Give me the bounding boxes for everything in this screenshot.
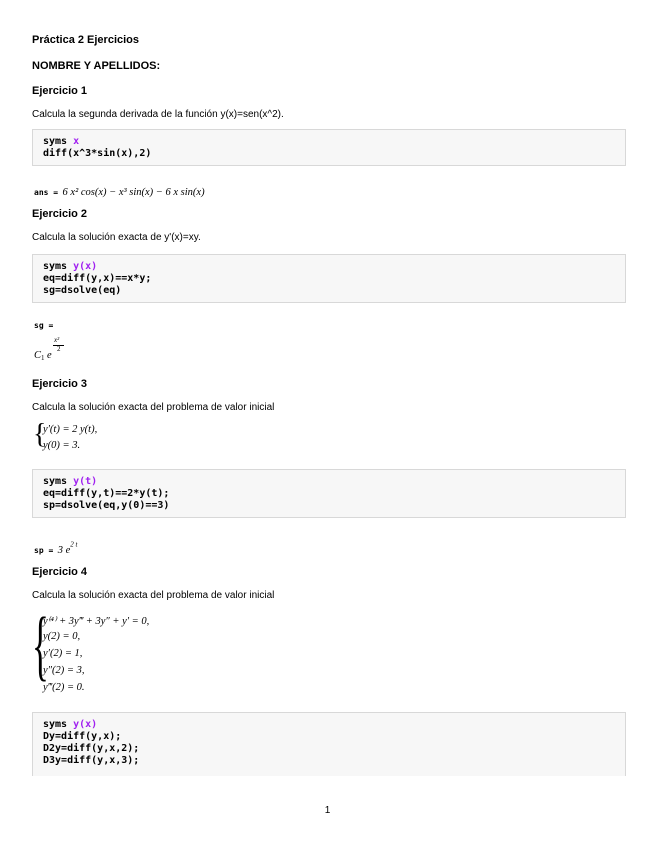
ex1-heading: Ejercicio 1 <box>32 85 88 97</box>
code-keyword: syms <box>43 476 74 487</box>
output-exponent-numerator: x² <box>54 336 60 344</box>
system-brace: { <box>32 601 49 688</box>
ex4-code-block <box>32 712 626 776</box>
code-line: Dy=diff(y,x); <box>43 731 122 742</box>
output-exponent: 2 t <box>70 540 78 549</box>
ex4-eq-2: y(2) = 0, <box>43 631 81 642</box>
ex2-output-expression <box>34 332 94 362</box>
ex3-code-block <box>32 469 626 518</box>
code-symbol: x <box>73 136 80 147</box>
ex4-eq-1: y⁽⁴⁾ + 3y‴ + 3y″ + y′ = 0, <box>43 616 150 627</box>
output-expression: 6 x² cos(x) − x³ sin(x) − 6 x sin(x) <box>62 187 205 198</box>
code-line <box>43 476 615 488</box>
ex1-text: Calcula la segunda derivada de la función y(x)=sen(x^2). <box>32 109 284 120</box>
ex4-eq-4: y″(2) = 3, <box>43 665 85 676</box>
code-keyword: syms <box>43 261 74 272</box>
code-line: diff(x^3*sin(x),2) <box>43 148 152 159</box>
ex2-text: Calcula la solución exacta de y'(x)=xy. <box>32 232 201 243</box>
output-expression: 3 e <box>57 545 71 556</box>
system-brace: { <box>33 419 47 450</box>
output-label: ans = <box>34 188 59 197</box>
name-label: NOMBRE Y APELLIDOS: <box>32 60 161 72</box>
output-subscript: 1 <box>41 354 45 362</box>
code-line <box>43 136 615 148</box>
code-line: sg=dsolve(eq) <box>43 285 122 296</box>
output-base: e <box>47 350 52 361</box>
code-line: eq=diff(y,x)==x*y; <box>43 273 152 284</box>
code-symbol: y(x) <box>73 719 98 730</box>
document-title: Práctica 2 Ejercicios <box>32 34 140 46</box>
ex3-output <box>34 540 77 558</box>
output-coefficient: C <box>34 350 42 361</box>
code-line: eq=diff(y,t)==2*y(t); <box>43 488 170 499</box>
ex3-eq-2: y(0) = 3. <box>43 440 81 451</box>
code-line <box>43 261 615 273</box>
output-exponent-denominator: 2 <box>57 345 61 353</box>
code-line: D3y=diff(y,x,3); <box>43 755 140 766</box>
ex1-output <box>34 182 205 200</box>
code-symbol: y(t) <box>73 476 98 487</box>
code-line: sp=dsolve(eq,y(0)==3) <box>43 500 170 511</box>
ex3-eq-1: y'(t) = 2 y(t), <box>43 424 98 435</box>
ex3-heading: Ejercicio 3 <box>32 378 88 390</box>
code-keyword: syms <box>43 136 74 147</box>
code-keyword: syms <box>43 719 74 730</box>
output-label: sp = <box>34 546 54 555</box>
code-line <box>43 719 615 731</box>
ex3-text: Calcula la solución exacta del problema de valor inicial <box>32 402 275 413</box>
ex4-eq-3: y′(2) = 1, <box>43 648 83 659</box>
page-number: 1 <box>324 805 331 816</box>
ex2-output-label: sg = <box>34 321 54 330</box>
ex1-code-block <box>32 129 626 166</box>
ex4-text: Calcula la solución exacta del problema de valor inicial <box>32 590 275 601</box>
ex2-heading: Ejercicio 2 <box>32 208 88 220</box>
code-symbol: y(x) <box>73 261 98 272</box>
ex4-heading: Ejercicio 4 <box>32 566 88 578</box>
code-line: D2y=diff(y,x,2); <box>43 743 140 754</box>
ex4-eq-5: y‴(2) = 0. <box>43 682 85 693</box>
ex2-code-block <box>32 254 626 303</box>
